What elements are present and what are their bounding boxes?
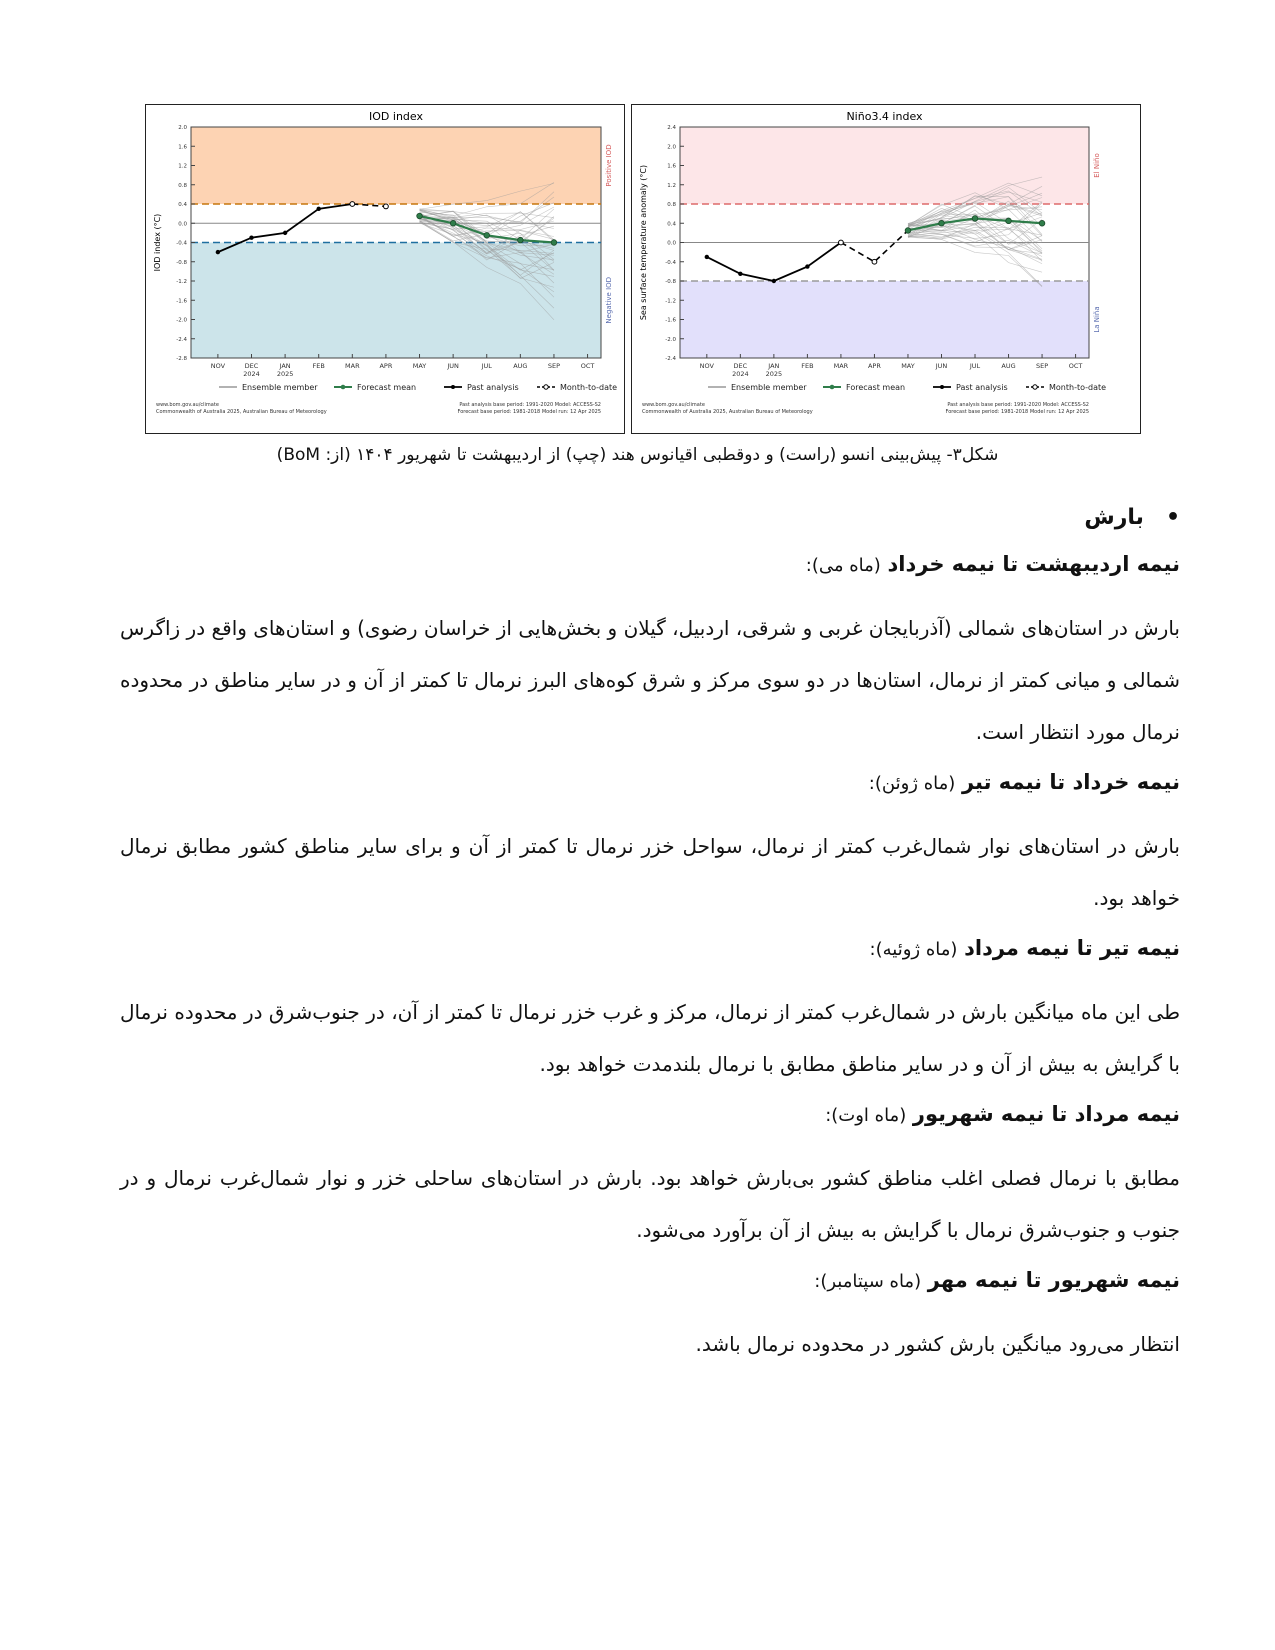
y-tick-label: 0.4	[178, 202, 187, 208]
legend-label: Forecast mean	[357, 383, 417, 392]
y-tick-label: -0.8	[665, 279, 676, 285]
y-axis-label: IOD index (°C)	[153, 213, 162, 272]
x-year-label: 2025	[276, 370, 294, 378]
period-text-1: بارش در استان‌های شمالی (آذربایجان غربی و شرقی، اردبیل، گیلان و بخش‌هایی از خراسان رضوی) و استان‌های واقع در زاگرس شمالی و میانی کمتر از نرمال، استان‌ها در دو سوی مرکز و شرق کوه‌های البرز نرمال تا کمتر از آن و در سایر مناطق در محدوده نرمال مورد انتظار است.	[120, 616, 1180, 744]
period-title: نیمه خرداد تا نیمه تیر	[961, 770, 1180, 794]
data-point	[551, 240, 557, 246]
x-tick-label: MAY	[901, 362, 915, 370]
section-bullet-heading: • بارش	[120, 505, 1180, 530]
y-axis-label: Sea surface temperature anomaly (°C)	[639, 164, 648, 321]
nino-chart-panel	[631, 104, 1141, 434]
footer-left: www.bom.gov.au/climate	[156, 402, 219, 408]
footer-right: Forecast base period: 1981-2018 Model run: 12 Apr 2025	[457, 409, 601, 415]
footer-right: Forecast base period: 1981-2018 Model run: 12 Apr 2025	[945, 409, 1089, 415]
x-year-label: 2024	[243, 370, 260, 378]
legend-marker	[544, 385, 548, 389]
x-tick-label: MAY	[412, 362, 427, 370]
legend-label: Past analysis	[467, 383, 519, 392]
data-point	[283, 231, 287, 235]
data-point	[939, 220, 945, 226]
footer-left: www.bom.gov.au/climate	[642, 402, 705, 408]
x-tick-label: FEB	[312, 362, 325, 370]
data-point	[317, 207, 321, 211]
x-tick-label: JUN	[447, 362, 459, 370]
data-point	[1039, 220, 1045, 226]
x-tick-label: APR	[379, 362, 393, 370]
y-tick-label: 0.4	[667, 221, 676, 228]
y-tick-label: 2.4	[667, 125, 676, 131]
period-heading-1	[120, 552, 1180, 576]
data-point	[249, 235, 253, 239]
x-tick-label: OCT	[1068, 362, 1083, 370]
data-point	[484, 232, 490, 238]
y-tick-label: 2.0	[667, 144, 676, 151]
x-tick-label: SEP	[1035, 362, 1049, 370]
precipitation-section	[120, 505, 1180, 1382]
x-tick-label: DEC	[733, 362, 748, 370]
y-tick-label: 0.8	[667, 202, 676, 208]
y-tick-label: -1.2	[176, 279, 187, 285]
x-tick-label: NOV	[699, 362, 714, 370]
period-text-2: بارش در استان‌های نوار شمال‌غرب کمتر از نرمال، سواحل خزر نرمال تا کمتر از آن و برای سایر مناطق کشور مطابق نرمال خواهد بود.	[120, 834, 1180, 910]
positive-region	[680, 127, 1089, 204]
positive-region-label: El Niño	[1093, 153, 1101, 178]
period-title: نیمه اردیبهشت تا نیمه خرداد	[887, 552, 1180, 576]
period-text-3: طی این ماه میانگین بارش در شمال‌غرب کمتر از نرمال، مرکز و غرب خزر نرمال تا کمتر از آن، در جنوب‌شرق در محدوده نرمال با گرایش به بیش از آن و در سایر مناطق مطابق با نرمال بلندمدت خواهد بود.	[120, 1000, 1180, 1076]
data-point	[738, 272, 742, 276]
x-tick-label: DEC	[244, 362, 259, 370]
series-line-past-analysis	[707, 243, 841, 282]
footer-right: Past analysis base period: 1991-2020 Model: ACCESS-S2	[459, 402, 601, 408]
data-point	[705, 255, 709, 259]
y-tick-label: -2.4	[176, 336, 187, 343]
y-tick-label: 1.6	[667, 163, 676, 170]
y-tick-label: -2.0	[665, 336, 676, 343]
x-tick-label: NOV	[210, 362, 226, 370]
data-point	[384, 204, 389, 209]
x-tick-label: JUL	[969, 362, 981, 370]
y-tick-label: -1.6	[176, 298, 187, 305]
y-tick-label: 1.2	[667, 182, 676, 189]
data-point	[805, 264, 809, 268]
x-tick-label: APR	[867, 362, 881, 370]
legend-label: Ensemble member	[731, 383, 807, 392]
legend-label: Month-to-date	[1049, 383, 1107, 392]
iod-chart	[146, 105, 624, 433]
period-month: (ماه ژوئن):	[868, 773, 956, 794]
period-text-4: مطابق با نرمال فصلی اغلب مناطق کشور بی‌بارش خواهد بود. بارش در استان‌های ساحلی خزر و نوار شمال‌غرب نرمال و در جنوب و جنوب‌شرق نرمال با گرایش به بیش از آن برآورد می‌شود.	[120, 1166, 1180, 1242]
y-tick-label: 1.2	[178, 163, 187, 170]
x-year-label: 2024	[732, 370, 749, 378]
footer-left: Commonwealth of Australia 2025, Australian Bureau of Meteorology	[642, 409, 813, 415]
period-month: (ماه سپتامبر):	[814, 1271, 922, 1292]
footer-left: Commonwealth of Australia 2025, Australian Bureau of Meteorology	[156, 409, 327, 415]
positive-region	[191, 127, 601, 204]
y-tick-label: -1.6	[665, 317, 676, 324]
data-point	[972, 216, 978, 222]
period-heading-5	[120, 1268, 1180, 1292]
y-tick-label: 2.0	[178, 125, 187, 131]
y-tick-label: 1.6	[178, 144, 187, 151]
data-point	[872, 259, 877, 264]
x-tick-label: AUG	[1001, 362, 1016, 370]
legend-label: Forecast mean	[846, 383, 906, 392]
y-tick-label: 0.0	[667, 240, 676, 247]
x-tick-label: JUN	[935, 362, 948, 370]
x-tick-label: FEB	[801, 362, 814, 370]
footer-right: Past analysis base period: 1991-2020 Model: ACCESS-S2	[947, 402, 1089, 408]
data-point	[772, 279, 776, 283]
data-point	[350, 202, 355, 207]
period-heading-2	[120, 770, 1180, 794]
x-tick-label: AUG	[513, 362, 528, 370]
series-line-month-to-date	[841, 230, 908, 261]
period-title: نیمه مرداد تا نیمه شهریور	[912, 1102, 1180, 1126]
legend-marker	[1033, 385, 1037, 389]
data-point	[216, 250, 220, 254]
data-point	[905, 228, 911, 234]
nino-chart	[632, 105, 1140, 433]
x-tick-label: OCT	[580, 362, 595, 370]
y-tick-label: 0.8	[178, 182, 187, 189]
legend-marker	[451, 385, 455, 389]
ensemble-member-line	[908, 232, 1042, 286]
negative-region-label: La Niña	[1093, 306, 1101, 333]
figure-caption: شکل۳- پیش‌بینی انسو (راست) و دوقطبی اقیانوس هند (چپ) از اردیبهشت تا شهریور ۱۴۰۴ (از: BoM)	[276, 445, 999, 465]
period-title: نیمه تیر تا نیمه مرداد	[964, 936, 1180, 960]
data-point	[839, 240, 844, 245]
data-point	[450, 220, 456, 226]
data-point	[417, 213, 423, 219]
data-point	[518, 237, 524, 243]
period-month: (ماه می):	[805, 555, 881, 576]
legend-marker	[341, 385, 346, 390]
chart-title: Niño3.4 index	[846, 110, 923, 123]
data-point	[1006, 218, 1012, 224]
legend-marker	[830, 385, 835, 390]
y-tick-label: -0.4	[176, 240, 187, 247]
x-tick-label: JAN	[279, 362, 291, 370]
iod-chart-panel	[145, 104, 625, 434]
period-month: (ماه ژوئیه):	[869, 939, 958, 960]
y-tick-label: -1.2	[665, 298, 676, 305]
period-month: (ماه اوت):	[825, 1105, 907, 1126]
legend-label: Ensemble member	[242, 383, 318, 392]
x-tick-label: SEP	[547, 362, 561, 370]
y-tick-label: -0.4	[665, 259, 676, 266]
legend-marker	[940, 385, 944, 389]
legend-label: Month-to-date	[560, 383, 618, 392]
period-text-5: انتظار می‌رود میانگین بارش کشور در محدوده نرمال باشد.	[695, 1332, 1180, 1356]
negative-region	[680, 281, 1089, 358]
y-tick-label: -2.4	[665, 356, 676, 362]
chart-title: IOD index	[369, 110, 423, 123]
period-heading-3	[120, 936, 1180, 960]
period-title: نیمه شهریور تا نیمه مهر	[927, 1268, 1180, 1292]
figure	[145, 104, 1140, 434]
x-tick-label: MAR	[833, 362, 849, 370]
negative-region-label: Negative IOD	[605, 276, 613, 324]
x-tick-label: MAR	[345, 362, 360, 370]
positive-region-label: Positive IOD	[605, 144, 613, 187]
x-year-label: 2025	[765, 370, 783, 378]
y-tick-label: 0.0	[178, 221, 187, 228]
x-tick-label: JUL	[481, 362, 492, 370]
y-tick-label: -2.0	[176, 317, 187, 324]
y-tick-label: -0.8	[176, 259, 187, 266]
x-tick-label: JAN	[768, 362, 780, 370]
period-heading-4	[120, 1102, 1180, 1126]
legend-label: Past analysis	[956, 383, 1008, 392]
y-tick-label: -2.8	[176, 356, 187, 362]
